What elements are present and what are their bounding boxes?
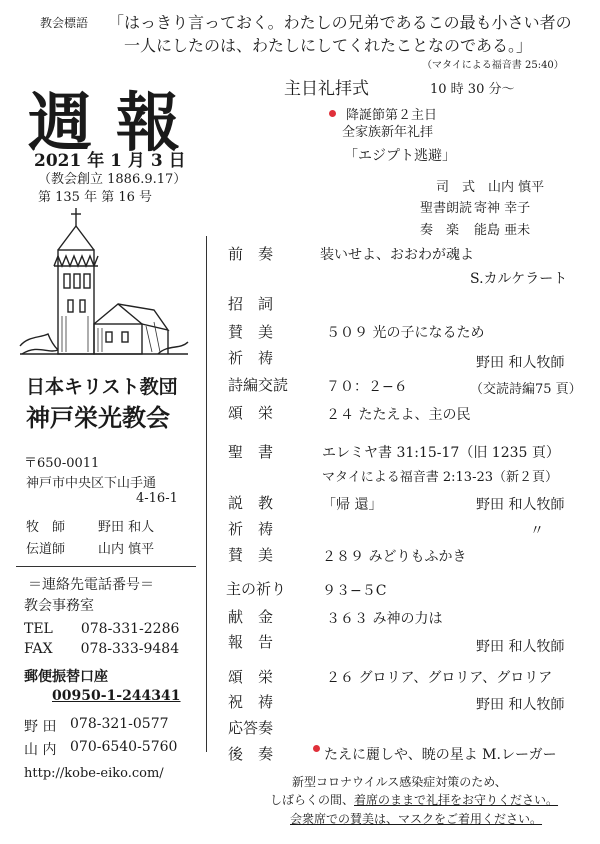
order-extra: 野田 和人牧師	[476, 497, 565, 513]
role-name: 能島 亜未	[474, 223, 531, 238]
order-label: 主の祈り	[226, 580, 287, 598]
website-link[interactable]: http://kobe-eiko.com/	[24, 766, 164, 781]
order-label: 前 奏	[228, 245, 274, 263]
contact-heading: ＝連絡先電話番号＝	[28, 577, 154, 593]
title-char-1: 週	[28, 86, 92, 161]
pastor-role: 牧 師	[26, 520, 66, 535]
order-label: 賛 美	[228, 546, 274, 564]
red-dot-marker	[313, 745, 320, 752]
order-extra: 野田 和人牧師	[476, 355, 565, 371]
phone-name: 山 内	[24, 742, 57, 758]
evangelist-role: 伝道師	[26, 542, 66, 557]
role-name: 山内 慎平	[488, 180, 545, 195]
occasion-line-2: 全家族新年礼拝	[342, 125, 434, 140]
red-dot-marker	[329, 110, 336, 117]
order-text: 装いせよ、おおわが魂よ	[320, 247, 474, 263]
phone-name: 野 田	[24, 719, 57, 735]
order-extra: 〃	[530, 523, 544, 539]
order-label: 賛 美	[228, 323, 274, 341]
order-label: 祈 祷	[228, 520, 274, 538]
order-text: ２４ たたえよ、主の民	[326, 407, 471, 423]
order-text: ７０：２−６	[326, 379, 408, 395]
order-label: 祈 祷	[228, 349, 274, 367]
issue-date: 2021 年 1 月 3 日	[34, 151, 186, 171]
order-label: 献 金	[228, 608, 274, 626]
service-time: 10 時 30 分〜	[430, 82, 515, 97]
phone-number: 078-321-0577	[70, 716, 169, 732]
role-label: 聖書朗読	[420, 201, 473, 216]
order-label: 詩編交読	[228, 376, 289, 394]
volume-number: 第 135 年 第 16 号	[38, 190, 153, 205]
order-text: ２８９ みどりもふかき	[322, 549, 467, 565]
address-line-1: 神戸市中央区下山手通	[26, 476, 157, 491]
pastor-name: 野田 和人	[98, 520, 155, 535]
order-label: 後 奏	[228, 745, 274, 763]
order-extra: 野田 和人牧師	[476, 639, 565, 655]
motto-line-2: 一人にしたのは、わたしにしてくれたことなのである。」	[124, 36, 533, 55]
order-extra: 野田 和人牧師	[476, 697, 565, 713]
postal-code: 〒650-0011	[24, 456, 100, 471]
address-line-2: 4-16-1	[136, 491, 178, 506]
column-divider	[206, 236, 207, 752]
order-extra: S.カルケラート	[470, 271, 568, 287]
giro-label: 郵便振替口座	[24, 669, 108, 685]
notice-line-2a: しばらくの間、	[270, 793, 355, 807]
service-title: 主日礼拝式	[284, 79, 369, 99]
role-label: 奏 楽	[420, 223, 460, 238]
order-text: ９３−５C	[322, 583, 387, 599]
order-extra: マタイによる福音書 2:13-23（新２頁）	[322, 470, 558, 485]
order-text: ２６ グロリア、グロリア、グロリア	[326, 670, 553, 686]
contact-divider	[16, 566, 196, 567]
tel-number: TEL 078-331-2286	[24, 621, 180, 637]
order-label: 報 告	[228, 633, 274, 651]
order-label: 祝 祷	[228, 693, 274, 711]
phone-number: 070-6540-5760	[70, 739, 178, 755]
motto-source: （マタイによる福音書 25:40）	[422, 60, 564, 71]
fax-number: FAX 078-333-9484	[24, 641, 180, 657]
order-label: 招 詞	[228, 295, 274, 313]
motto-line-1: 「はっきり言っておく。わたしの兄弟であるこの最も小さい者の	[108, 13, 572, 32]
notice-line-3: 会衆席での賛美は、マスクをご着用ください。	[290, 812, 543, 826]
role-label: 司 式	[436, 180, 476, 195]
motto-label: 教会標語	[40, 16, 89, 30]
order-label: 頌 栄	[228, 404, 274, 422]
notice-line-2b: 着席のままで礼拝をお守りください。	[354, 793, 559, 807]
denomination-name: 日本キリスト教団	[26, 376, 178, 398]
office-label: 教会事務室	[24, 598, 94, 614]
giro-number: 00950-1-244341	[52, 688, 181, 704]
church-name: 神戸栄光教会	[26, 403, 170, 432]
order-text: たえに麗しや、暁の星よ M.レーガー	[324, 747, 557, 763]
role-name: 寄神 幸子	[474, 201, 531, 216]
order-label: 応答奏	[228, 719, 274, 737]
order-text: ３６３ み神の力は	[326, 611, 443, 627]
founded-date: （教会創立 1886.9.17）	[38, 172, 187, 187]
notice-line-2	[270, 791, 558, 808]
order-label: 頌 栄	[228, 668, 274, 686]
sermon-theme: 「エジプト逃避」	[344, 148, 456, 164]
church-illustration	[18, 204, 194, 364]
order-extra: （交読詩編75 頁）	[470, 382, 582, 397]
notice-line-1: 新型コロナウイルス感染症対策のため、	[292, 775, 507, 789]
order-text: エレミヤ書 31:15-17（旧 1235 頁）	[322, 445, 560, 461]
evangelist-name: 山内 慎平	[98, 542, 155, 557]
title-char-2: 報	[116, 86, 180, 161]
order-label: 説 教	[228, 494, 274, 512]
occasion-line-1: 降誕節第２主日	[346, 108, 438, 123]
order-text: ５０９ 光の子になるため	[326, 325, 485, 341]
order-text: 「帰 還」	[322, 497, 383, 513]
order-label: 聖 書	[228, 443, 274, 461]
